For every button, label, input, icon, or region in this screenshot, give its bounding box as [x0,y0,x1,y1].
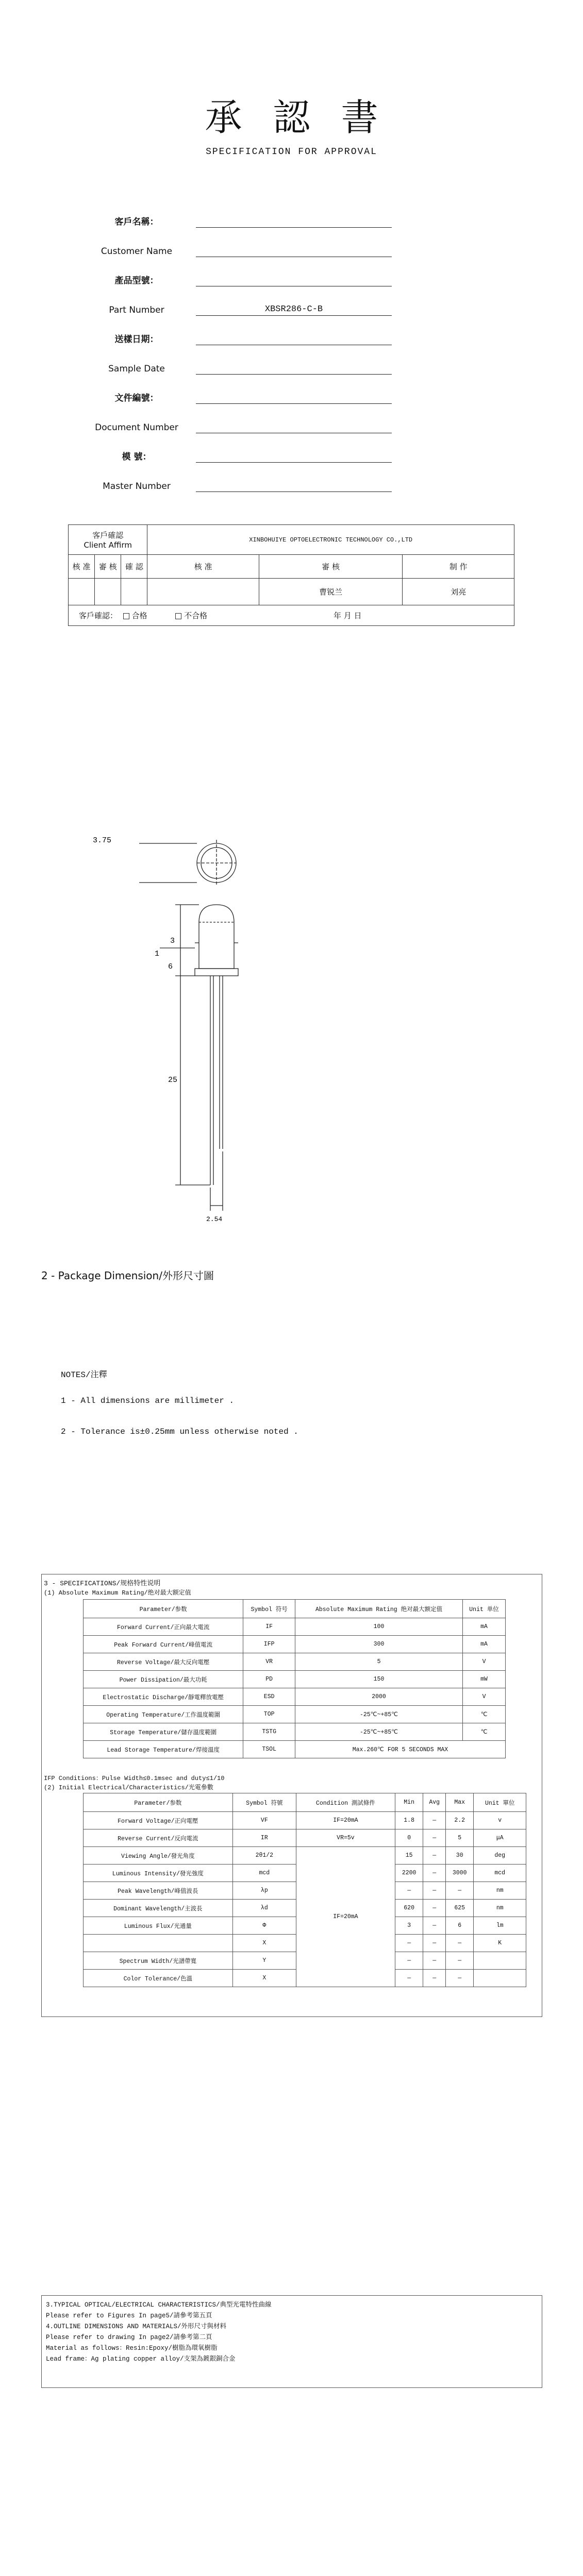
table-row [84,1847,526,1865]
table-cell: mcd [232,1865,296,1882]
table-row [84,1812,526,1829]
table-cell: Reverse Voltage/最大反向電壓 [84,1653,243,1671]
table-header-cell: Parameter/参数 [84,1793,233,1812]
field-label: 產品型號： [114,276,159,286]
table-cell: μA [474,1829,526,1847]
merged-condition-cell: IF=20mA [296,1847,395,1987]
approval-signer[interactable] [147,579,259,605]
table-row [84,1688,506,1706]
approval-col-header: 確 認 [121,555,147,579]
notes-heading: NOTES/注釋 [61,1370,107,1380]
table-row [84,1741,506,1758]
table-cell: 300 [295,1636,462,1653]
table-cell: 100 [295,1618,462,1636]
table-cell: nm [474,1900,526,1917]
table-cell: — [445,1882,473,1900]
table-cell: IFP [243,1636,295,1653]
field-label: Customer Name [101,246,173,257]
dim-label-4: 1 [155,950,160,958]
field-row [82,481,402,505]
table-cell: Color Tolerance/色溫 [84,1970,233,1987]
client-confirm-row [69,605,514,626]
field-row [82,393,402,417]
table-cell: TSOL [243,1741,295,1758]
table-cell: — [395,1952,423,1970]
table-cell: 620 [395,1900,423,1917]
table-cell: — [423,1970,446,1987]
client-confirm-label: 客戶確認： [79,611,118,620]
dim-label-3: 6 [168,962,173,971]
field-row [82,246,402,270]
typical-section [41,2295,542,2388]
field-label: 模 號： [122,452,152,462]
approval-signer[interactable]: 曹锐兰 [259,579,402,605]
table-cell: X [232,1935,296,1952]
table-cell: Reverse Current/反向電流 [84,1829,233,1847]
table-cell: Storage Temperature/儲存溫度範圍 [84,1723,243,1741]
approval-table [68,524,514,626]
table-cell: deg [474,1847,526,1865]
table-cell: — [445,1970,473,1987]
table-cell: 1.8 [395,1812,423,1829]
table-cell: 0 [395,1829,423,1847]
table-cell: 5 [445,1829,473,1847]
fail-label: 不合格 [184,611,208,620]
table-cell: — [423,1952,446,1970]
table-cell [474,1970,526,1987]
client-affirm-en: Client Affirm [84,540,132,550]
ifp-note: IFP Conditions：Pulse Width≤0.1msec and duty≤1/10 [44,1775,225,1782]
field-row [82,304,402,329]
table-cell: — [423,1900,446,1917]
spec-heading: 3 - SPECIFICATIONS/规格特性说明 [44,1580,161,1587]
approval-signer[interactable] [69,579,95,605]
table-cell: λp [232,1882,296,1900]
typical-line: Material as follows：Resin:Epoxy/樹脂為環氧樹脂 [46,2345,218,2352]
table-cell: 3000 [445,1865,473,1882]
table-cell: IR [232,1829,296,1847]
table-cell: IF [243,1618,295,1636]
table-cell: K [474,1935,526,1952]
approval-signer[interactable] [121,579,147,605]
table-cell: — [423,1812,446,1829]
table-cell: 2200 [395,1865,423,1882]
table-header-cell: Unit 單位 [474,1793,526,1812]
table-cell: Operating Temperature/工作溫度範圍 [84,1706,243,1723]
table-cell: Forward Current/正向最大電流 [84,1618,243,1636]
table-cell: 2θ1/2 [232,1847,296,1865]
package-dimension-drawing [77,814,335,1257]
table-cell: V [463,1688,506,1706]
table-cell: — [395,1970,423,1987]
table-cell [474,1952,526,1970]
table-header-cell: Parameter/参数 [84,1600,243,1618]
table-cell: — [423,1917,446,1935]
field-row [82,422,402,447]
approval-col-header: 核 准 [147,555,259,579]
field-underline [196,403,392,404]
table-cell: Forward Voltage/正向電壓 [84,1812,233,1829]
pass-label: 合格 [131,611,147,620]
table-cell: Peak Wavelength/峰值波長 [84,1882,233,1900]
dim-label-5: 25 [168,1076,178,1084]
field-underline [196,374,392,375]
approval-col-header: 審 核 [259,555,402,579]
typical-lines [46,2300,538,2365]
pass-checkbox[interactable] [123,613,129,619]
table-cell: — [445,1935,473,1952]
table-cell: Lead Storage Temperature/焊接溫度 [84,1741,243,1758]
page-title-en: SPECIFICATION FOR APPROVAL [206,147,377,157]
approval-signer[interactable] [95,579,121,605]
table-cell: — [445,1952,473,1970]
field-row [82,275,402,300]
package-caption: 2 - Package Dimension/外形尺寸圖 [41,1269,214,1282]
table-cell: Max.260℃ FOR 5 SECONDS MAX [295,1741,505,1758]
dim-label-2: 3 [170,937,175,945]
table-header-cell: Absolute Maximum Rating 绝对最大额定值 [295,1600,462,1618]
led-body [199,905,234,969]
field-label: Master Number [103,481,171,492]
elec-title: (2) Initial Electrical/Characteristics/光電參數 [44,1784,213,1791]
table-cell: 150 [295,1671,462,1688]
table-cell: Luminous Flux/光通量 [84,1917,233,1935]
table-cell: 6 [445,1917,473,1935]
table-header-cell: Condition 測試條件 [296,1793,395,1812]
field-label: 送樣日期： [114,334,159,345]
table-cell: Luminous Intensity/發光強度 [84,1865,233,1882]
table-cell: VF [232,1812,296,1829]
table-cell: -25℃~+85℃ [295,1706,462,1723]
abs-title: (1) Absolute Maximum Rating/绝对最大额定值 [44,1589,191,1597]
table-cell [84,1935,233,1952]
abs-max-table [83,1599,506,1758]
client-affirm-cn: 客戶確認 [92,531,124,540]
table-cell: mcd [474,1865,526,1882]
typical-line: Please refer to drawing In page2/請參考第二頁 [46,2334,212,2341]
table-row [84,1723,506,1741]
field-underline [196,315,392,316]
table-row [84,1706,506,1723]
typical-line: 4.OUTLINE DIMENSIONS AND MATERIALS/外形尺寸與材料 [46,2323,227,2330]
table-header-cell: Unit 单位 [463,1600,506,1618]
note-item-1: 1 - All dimensions are millimeter . [61,1396,235,1405]
table-cell: λd [232,1900,296,1917]
elec-table [83,1793,526,1987]
table-cell: TOP [243,1706,295,1723]
table-cell: 3 [395,1917,423,1935]
table-cell: Viewing Angle/發光角度 [84,1847,233,1865]
table-cell: Peak Forward Current/峰值電流 [84,1636,243,1653]
table-cell: — [423,1882,446,1900]
table-cell: 15 [395,1847,423,1865]
table-cell: IF=20mA [296,1812,395,1829]
approval-col-header: 制 作 [403,555,514,579]
table-cell: nm [474,1882,526,1900]
field-underline [196,462,392,463]
table-cell: 625 [445,1900,473,1917]
field-underline [196,227,392,228]
table-header-cell: Min [395,1793,423,1812]
typical-line: Lead frame：Ag plating copper alloy/支架為鍍銀銅合金 [46,2355,236,2363]
table-cell: ℃ [463,1723,506,1741]
table-cell: 2.2 [445,1812,473,1829]
table-cell: Φ [232,1917,296,1935]
confirm-date: 年 月 日 [333,611,362,620]
field-row [82,451,402,476]
table-header-cell: Avg [423,1793,446,1812]
company-name: XINBOHUIYE OPTOELECTRONIC TECHNOLOGY CO.,LTD [147,525,514,555]
approval-signer[interactable]: 刘亮 [403,579,514,605]
note-item-2: 2 - Tolerance is±0.25mm unless otherwise noted . [61,1427,298,1436]
typical-line: Please refer to Figures In page5/請參考第五頁 [46,2312,212,2319]
table-cell: — [423,1865,446,1882]
table-header-cell: Symbol 符號 [232,1793,296,1812]
table-cell: — [423,1847,446,1865]
field-value[interactable]: XBSR286-C-B [264,304,323,314]
table-cell: PD [243,1671,295,1688]
field-row [82,216,402,241]
field-label: Part Number [109,305,164,315]
table-cell: VR=5v [296,1829,395,1847]
table-cell: 30 [445,1847,473,1865]
table-cell: Dominant Wavelength/主波長 [84,1900,233,1917]
page-title-cn: 承認書 [205,96,409,139]
table-cell: — [395,1882,423,1900]
table-header-cell: Max [445,1793,473,1812]
field-row [82,334,402,359]
table-row [84,1671,506,1688]
table-cell: mW [463,1671,506,1688]
table-cell: V [463,1653,506,1671]
table-cell: — [395,1935,423,1952]
table-row [84,1636,506,1653]
approval-col-header: 審 核 [95,555,121,579]
table-cell: TSTG [243,1723,295,1741]
typical-line: 3.TYPICAL OPTICAL/ELECTRICAL CHARACTERISTICS/典型光電特性曲線 [46,2301,272,2309]
table-cell: Power Dissipation/最大功耗 [84,1671,243,1688]
table-header-cell: Symbol 符号 [243,1600,295,1618]
table-cell: lm [474,1917,526,1935]
approval-col-header: 核 准 [69,555,95,579]
field-row [82,363,402,388]
field-label: Document Number [95,422,178,433]
table-cell: Spectrum Width/光譜帶寬 [84,1952,233,1970]
table-cell: mA [463,1618,506,1636]
table-cell: 5 [295,1653,462,1671]
table-row [84,1653,506,1671]
field-label: Sample Date [108,364,165,374]
table-cell: — [423,1935,446,1952]
table-cell: -25℃~+85℃ [295,1723,462,1741]
table-cell: Y [232,1952,296,1970]
client-affirm-cell [69,525,147,555]
table-cell: X [232,1970,296,1987]
field-label: 文件編號： [114,393,159,403]
table-cell: ESD [243,1688,295,1706]
dim-label-6: 2.54 [206,1215,223,1223]
table-cell: mA [463,1636,506,1653]
field-label: 客戶名稱： [114,217,159,227]
spec-section [41,1574,542,2017]
table-cell: 2000 [295,1688,462,1706]
table-cell: ℃ [463,1706,506,1723]
table-row [84,1829,526,1847]
table-cell: Electrostatic Discharge/靜電釋放電壓 [84,1688,243,1706]
table-cell: v [474,1812,526,1829]
table-cell: VR [243,1653,295,1671]
table-cell: — [423,1829,446,1847]
dim-label-1: 3.75 [93,836,112,845]
table-row [84,1618,506,1636]
fail-checkbox[interactable] [175,613,181,619]
